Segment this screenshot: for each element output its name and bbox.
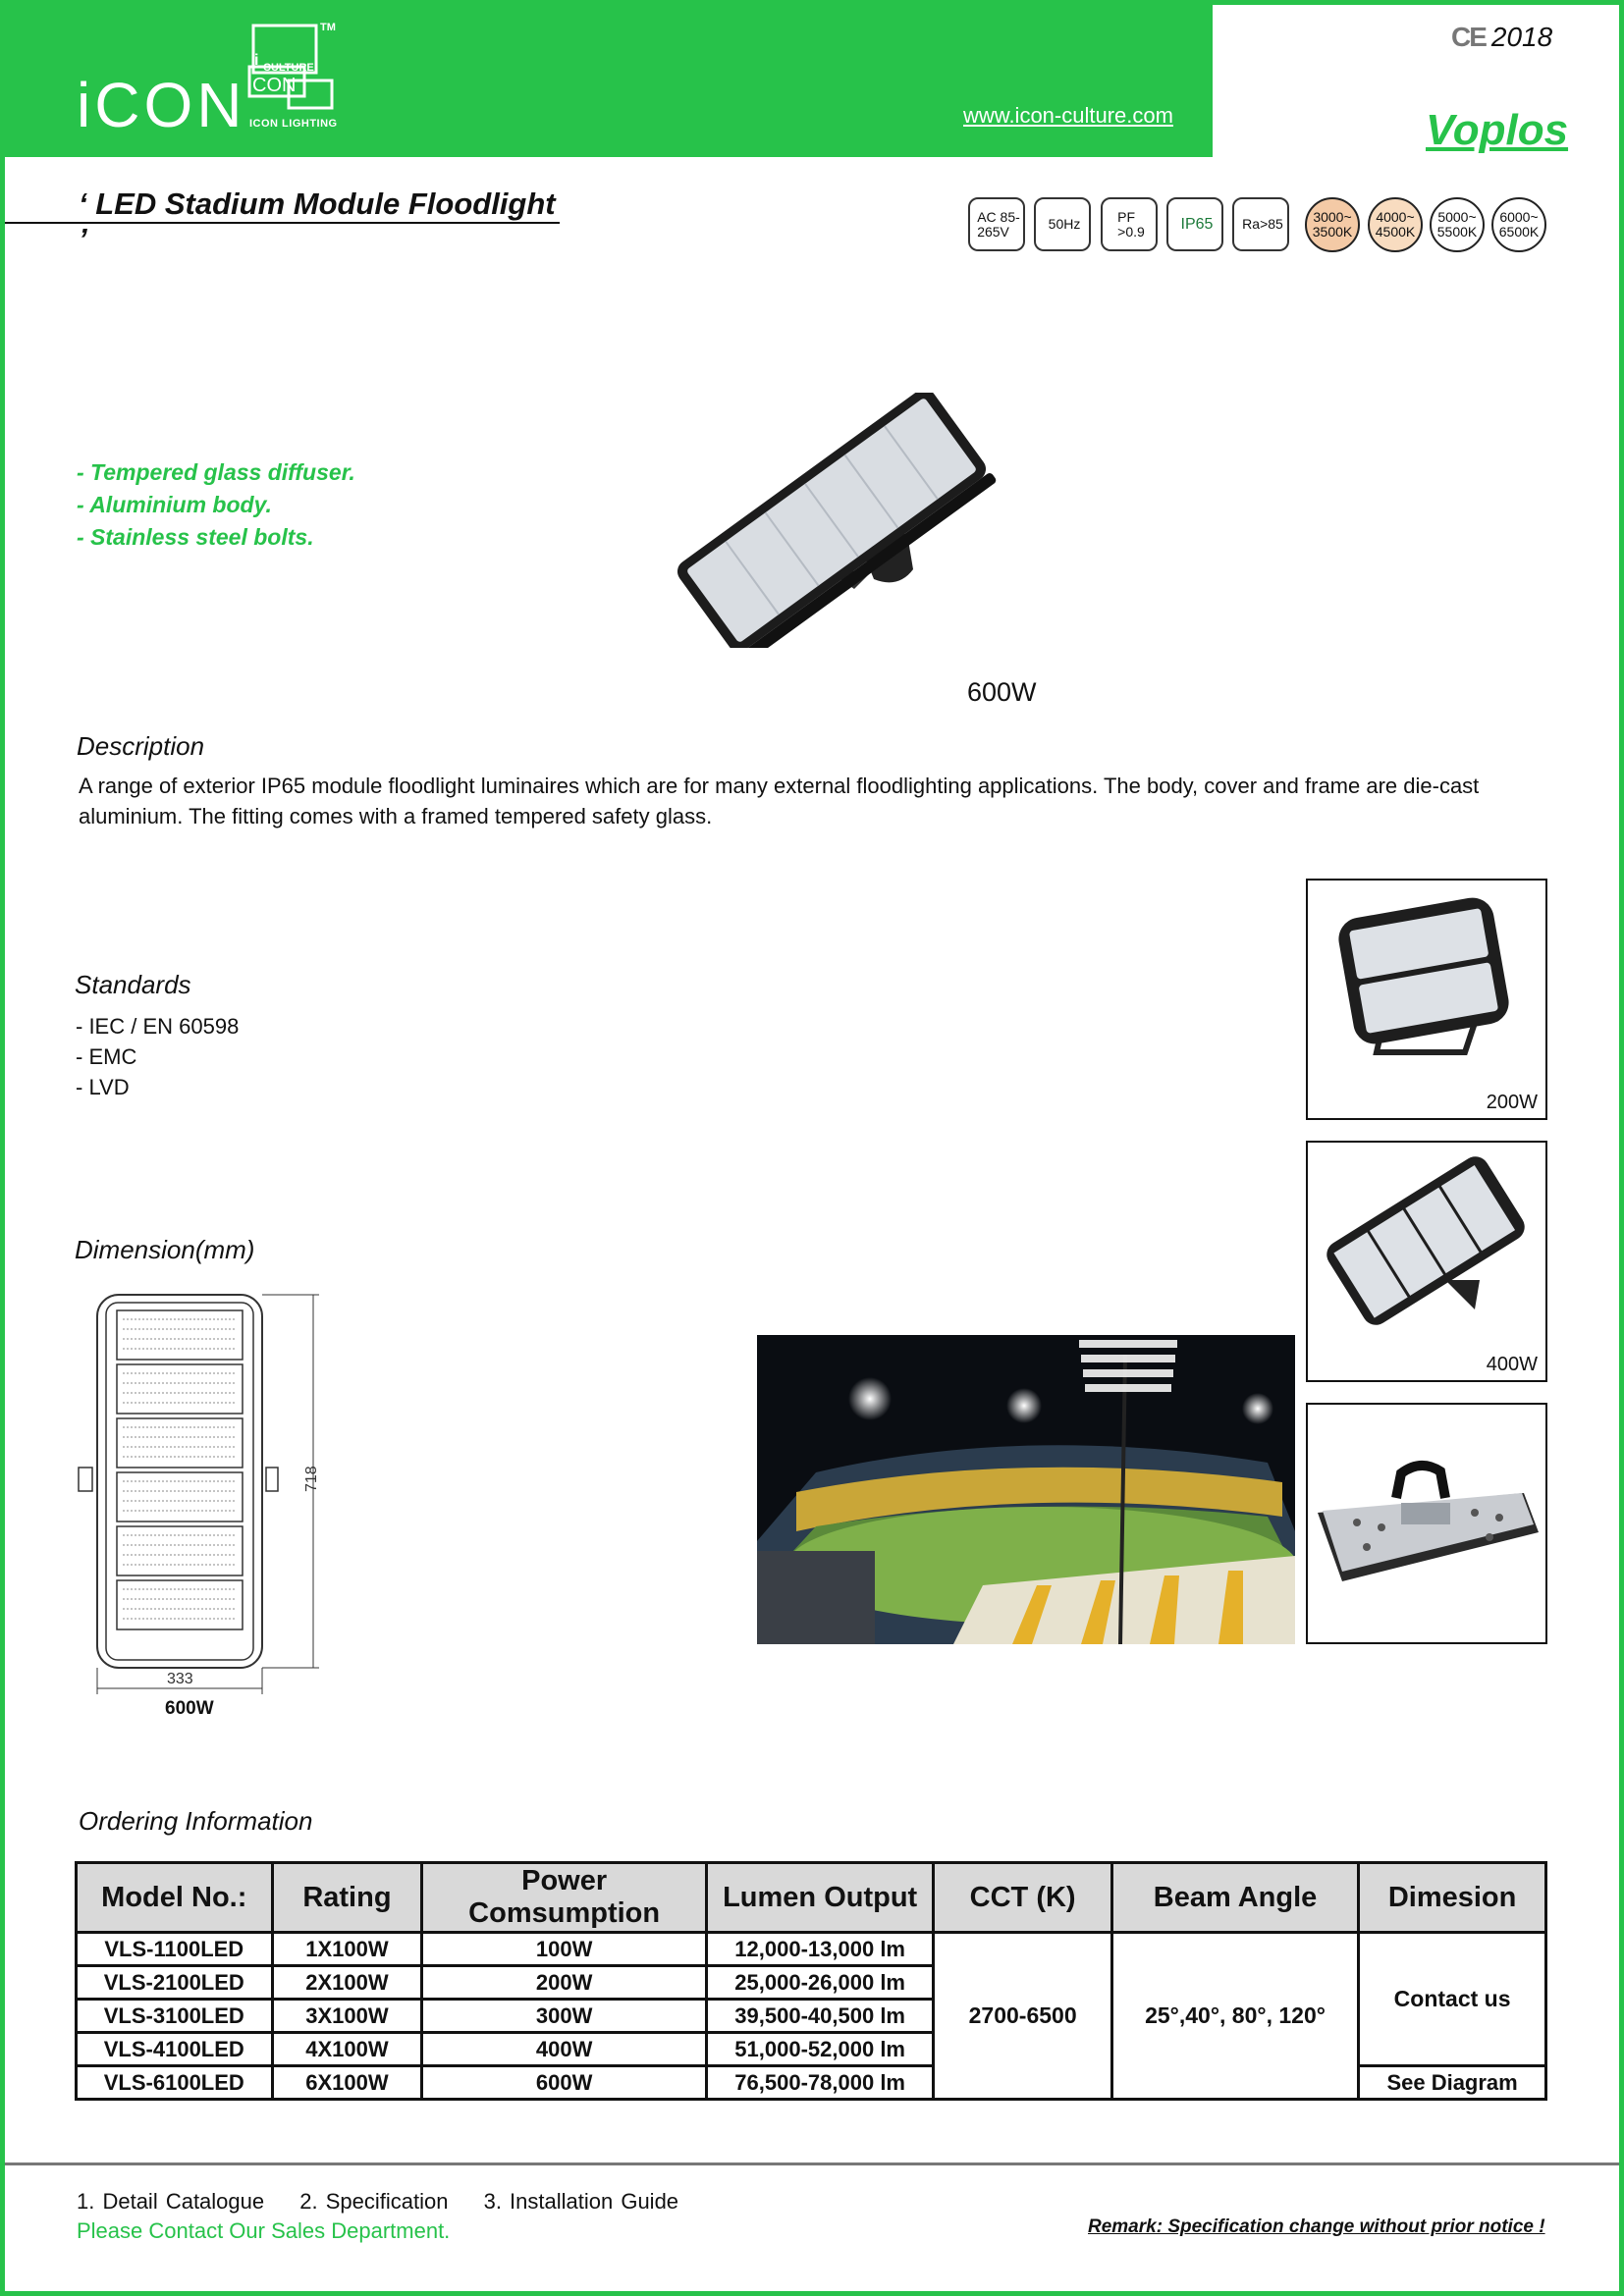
ce-mark-icon: CE	[1451, 22, 1486, 52]
product-title	[5, 185, 560, 256]
column-header: CCT (K)	[934, 1863, 1112, 1933]
thumbnail-back-image	[1308, 1405, 1545, 1642]
ce-year	[1451, 22, 1552, 53]
footer-contact: Please Contact Our Sales Department.	[77, 2218, 451, 2243]
column-header: Dimesion	[1359, 1863, 1546, 1933]
logo-subtitle: ICON LIGHTING	[249, 118, 338, 130]
thumbnail-400w-image	[1308, 1143, 1545, 1380]
product-title-text: ‘ LED Stadium Module Floodlight ’	[79, 187, 556, 256]
footer-remark: Remark: Specification change without prior notice !	[1088, 2216, 1545, 2237]
trademark: TM	[320, 22, 336, 33]
lumen-cell: 76,500-78,000 lm	[706, 2066, 933, 2100]
thumbnail-200w	[1306, 879, 1547, 1120]
power-cell: 400W	[422, 2033, 707, 2066]
table-row	[77, 1933, 1546, 1966]
logo-mark	[247, 24, 341, 118]
drawing-caption: 600W	[165, 1698, 214, 1719]
footer-link-catalogue[interactable]: 1. Detail Catalogue	[77, 2189, 265, 2214]
beam-angle-cell: 25°,40°, 80°, 120°	[1111, 1933, 1358, 2100]
brand-name: Voplos	[1426, 106, 1569, 154]
frequency-badge: 50Hz	[1034, 197, 1091, 251]
column-header: Power Comsumption	[422, 1863, 707, 1933]
standard-item: - IEC / EN 60598	[76, 1014, 240, 1039]
logo-mark-mid: CON	[252, 75, 297, 96]
lumen-cell: 39,500-40,500 lm	[706, 2000, 933, 2033]
model-cell: VLS-6100LED	[77, 2066, 273, 2100]
power-cell: 200W	[422, 1966, 707, 2000]
cct-badge-4000: 4000~ 4500K	[1368, 197, 1423, 252]
feature-item: - Tempered glass diffuser.	[77, 459, 355, 485]
power-cell: 600W	[422, 2066, 707, 2100]
rating-cell: 2X100W	[272, 1966, 422, 2000]
dimension-diagram-cell: See Diagram	[1359, 2066, 1546, 2100]
standard-item: - LVD	[76, 1075, 130, 1099]
lumen-cell: 25,000-26,000 lm	[706, 1966, 933, 2000]
description-text: A range of exterior IP65 module floodlight luminaires which are for many external floodlighting applications. The body, cover and frame are die-cast aluminium. The fitting comes with a framed tempered safety glass.	[79, 774, 1480, 828]
rating-cell: 3X100W	[272, 2000, 422, 2033]
standards-heading: Standards	[75, 970, 191, 999]
standards-list	[76, 1011, 239, 1102]
rating-cell: 6X100W	[272, 2066, 422, 2100]
website-link[interactable]: www.icon-culture.com	[963, 103, 1173, 128]
stadium-photo	[757, 1335, 1295, 1644]
feature-item: - Aluminium body.	[77, 492, 272, 517]
ordering-heading: Ordering Information	[79, 1806, 313, 1836]
logo-mark-top: CULTURE	[263, 62, 314, 74]
table-header-row	[77, 1863, 1546, 1933]
standard-item: - EMC	[76, 1044, 137, 1069]
thumbnail-label: 400W	[1486, 1354, 1538, 1375]
cct-badge-6000: 6000~ 6500K	[1491, 197, 1546, 252]
dimension-heading: Dimension(mm)	[75, 1235, 255, 1264]
dimension-contact-cell: Contact us	[1359, 1933, 1546, 2066]
column-header: Rating	[272, 1863, 422, 1933]
model-cell: VLS-3100LED	[77, 2000, 273, 2033]
column-header: Model No.:	[77, 1863, 273, 1933]
lumen-cell: 51,000-52,000 lm	[706, 2033, 933, 2066]
power-cell: 300W	[422, 2000, 707, 2033]
thumbnail-label: 200W	[1486, 1092, 1538, 1113]
ordering-table	[75, 1861, 1547, 2101]
cri-badge: Ra>85	[1232, 197, 1289, 251]
model-cell: VLS-4100LED	[77, 2033, 273, 2066]
footer-link-installation[interactable]: 3. Installation Guide	[483, 2189, 679, 2214]
column-header: Lumen Output	[706, 1863, 933, 1933]
model-cell: VLS-2100LED	[77, 1966, 273, 2000]
column-header: Beam Angle	[1111, 1863, 1358, 1933]
main-product-image	[663, 393, 1001, 648]
logo-text: iCON	[77, 70, 246, 140]
power-factor-badge: PF >0.9	[1101, 197, 1158, 251]
feature-item: - Stainless steel bolts.	[77, 524, 314, 550]
footer-link-specification[interactable]: 2. Specification	[299, 2189, 449, 2214]
year: 2018	[1490, 22, 1553, 52]
thumbnail-200w-image	[1308, 881, 1545, 1118]
dimension-width-label: 333	[167, 1671, 193, 1687]
footer-links	[77, 2189, 706, 2215]
rating-cell: 4X100W	[272, 2033, 422, 2066]
model-cell: VLS-1100LED	[77, 1933, 273, 1966]
cct-cell: 2700-6500	[934, 1933, 1112, 2100]
thumbnail-back	[1306, 1403, 1547, 1644]
cct-badge-5000: 5000~ 5500K	[1430, 197, 1485, 252]
rating-cell: 1X100W	[272, 1933, 422, 1966]
dimension-drawing	[74, 1286, 339, 1718]
footer-divider	[5, 2163, 1619, 2165]
voltage-badge: AC 85- 265V	[968, 197, 1025, 251]
description-heading: Description	[77, 731, 205, 761]
main-image-label: 600W	[967, 677, 1037, 707]
logo-mark-i: i	[254, 52, 259, 69]
power-cell: 100W	[422, 1933, 707, 1966]
feature-list	[77, 456, 355, 554]
thumbnail-400w	[1306, 1141, 1547, 1382]
ip-rating-badge: IP65	[1166, 197, 1223, 251]
lumen-cell: 12,000-13,000 lm	[706, 1933, 933, 1966]
cct-badge-3000: 3000~ 3500K	[1305, 197, 1360, 252]
dimension-height-label: 718	[303, 1466, 320, 1492]
